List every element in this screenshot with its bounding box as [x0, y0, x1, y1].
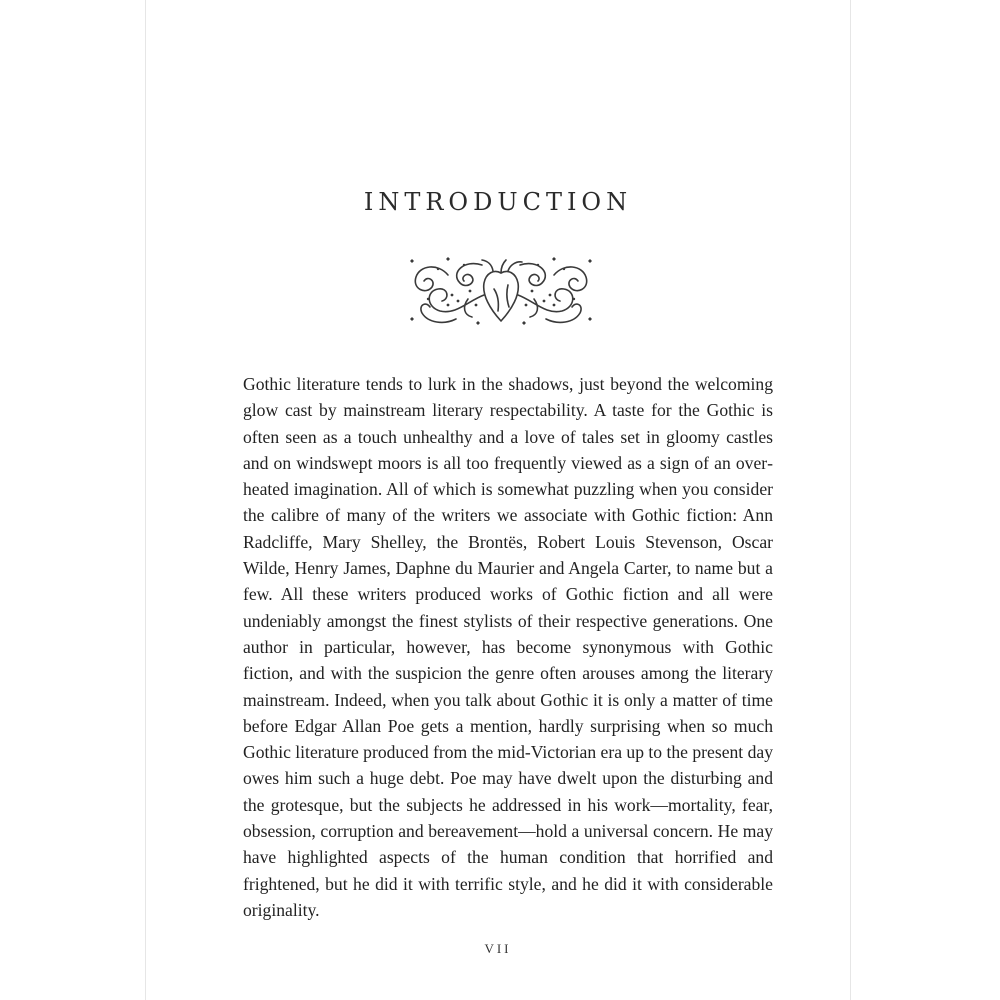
heart-flourish-icon [408, 255, 594, 327]
book-page [145, 0, 851, 1000]
introduction-paragraph: Gothic literature tends to lurk in the shadows, just beyond the welcoming glow cast by mainstream literary respectability. A taste for the Gothic is often seen as a touch unhealthy and a love of tales set in gloomy castles and on windswept moors is all too frequently viewed as a sign of an overheated imagination. All of which is somewhat puzzling when you consider the calibre of many of the writers we associate with Gothic fiction: Ann Radcliffe, Mary Shelley, the Brontës, Robert Louis Stevenson, Oscar Wilde, Henry James, Daphne du Maurier and Angela Carter, to name but a few. All these writers produced works of Gothic fiction and all were undeniably amongst the finest stylists of their respective generations. One author in particular, however, has become synonymous with Gothic fiction, and with the suspicion the genre often arouses among the literary mainstream. Indeed, when you talk about Gothic it is only a matter of time before Edgar Allan Poe gets a mention, hardly surprising when so much Gothic literature produced from the mid-Victorian era up to the present day owes him such a huge debt. Poe may have dwelt upon the disturbing and the grotesque, but the subjects he addressed in his work—mortality, fear, obsession, corruption and bereavement—hold a universal concern. He may have highlighted aspects of the human condition that horrified and frightened, but he did it with terrific style, and he did it with considerable originality. [243, 374, 773, 920]
chapter-title: INTRODUCTION [363, 188, 633, 216]
page-number: VII [484, 941, 512, 956]
